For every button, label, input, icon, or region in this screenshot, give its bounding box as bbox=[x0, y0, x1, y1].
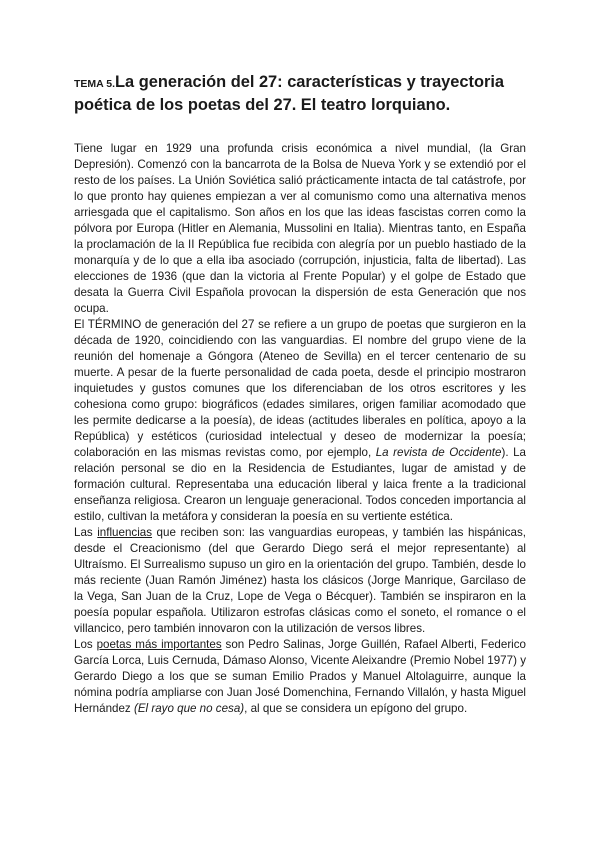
tema-title: La generación del 27: características y trayectoria poética de los poetas del 27. El teatro lorquiano. bbox=[74, 73, 505, 114]
poetas-text: son Pedro Salinas, Jorge Guillén, Rafael Alberti, Federico García Lorca, Luis Cernuda, Dámaso Alonso, Vicente Aleixandre (Premio Nobel 1977) y Gerardo Diego a los que se suman Emilio Prados y Manuel Altolaguirre, aunque la nómina podría ampliarse con Juan José Domenchina, Fernando Villalón, y hasta Miguel Hernández bbox=[74, 638, 526, 715]
tema-label: TEMA 5. bbox=[74, 78, 116, 90]
paragraph-context: Tiene lugar en 1929 una profunda crisis económica a nivel mundial, (la Gran Depresión). Comenzó con la bancarrota de la Bolsa de Nueva York y se extendió por el resto de los países. La Unión Soviética salió prácticamente intacta de tal catástrofe, por lo que pronto hay quienes empiezan a ver al comunismo como una alternativa menos arriesgada que el capitalismo. Son años en los que las ideas fascistas corren como la pólvora por Europa (Hitler en Alemania, Mussolini en Italia). Mientras tanto, en España la proclamación de la II República fue recibida con alegría por un pueblo hastiado de la monarquía y de lo que a ella iba asociado (corrupción, injusticia, falta de libertad). Las elecciones de 1936 (que dan la victoria al Frente Popular) y el golpe de Estado que desata la Guerra Civil Española provocan la dispersión de esta Generación que nos ocupa. bbox=[74, 142, 526, 315]
poetas-lead: Los bbox=[74, 638, 97, 651]
influencias-lead: Las bbox=[74, 526, 98, 539]
termino-text: El TÉRMINO de generación del 27 se refiere a un grupo de poetas que surgieron en la década de 1920, coincidiendo con las vanguardias. El nombre del grupo viene de la reunión del homenaje a Góngora (Ateneo de Sevilla) en el tercer centenario de su muerte. A pesar de la fuerte personalidad de cada poeta, desde el principio mostraron inquietudes y gustos comunes que los diferenciaban de los otros escritores y les cohesiona como grupo: biográficos (edades similares, origen familiar acomodado que les permite dedicarse a la poesía), de ideas (actitudes liberales en política, apoyo a la República) y estéticos (curiosidad intelectual y deseo de modernizar la poesía; colaboración en las mismas revistas como, por ejemplo, bbox=[74, 318, 526, 459]
page-title bbox=[74, 72, 526, 116]
document-body bbox=[74, 141, 526, 717]
paragraph-termino bbox=[74, 317, 526, 525]
influencias-underlined: influencias bbox=[97, 526, 153, 539]
revista-occidente-title: La revista de Occidente bbox=[375, 446, 502, 459]
paragraph-influencias bbox=[74, 525, 526, 637]
paragraph-poetas bbox=[74, 637, 526, 717]
influencias-text: que reciben son: las vanguardias europeas, y también las hispánicas, desde el Creacionismo (del que Gerardo Diego será el mejor representante) al Ultraísmo. El Surrealismo supuso un giro en la orientación del grupo. También, desde lo más reciente (Juan Ramón Jiménez) hasta los clásicos (Jorge Manrique, Garcilaso de la Vega, San Juan de la Cruz, Lope de Vega o Bécquer). También se inspiraron en la poesía popular española. Utilizaron estrofas clásicas como el soneto, el romance o el villancico, pero también innovaron con la utilización de versos libres. bbox=[74, 526, 526, 635]
poetas-text-end: , al que se considera un epígono del grupo. bbox=[244, 702, 468, 715]
poetas-underlined: poetas más importantes bbox=[96, 638, 222, 651]
rayo-que-no-cesa-title: (El rayo que no cesa) bbox=[133, 702, 245, 715]
termino-text-end: ). La relación personal se dio en la Residencia de Estudiantes, lugar de amistad y de formación cultural. Representaba una educación liberal y laica frente a la tradicional enseñanza religiosa. Crearon un lenguaje generacional. Todos conceden importancia al estilo, cultivan la metáfora y consideran la poesía en su vertiente estética. bbox=[74, 446, 526, 523]
